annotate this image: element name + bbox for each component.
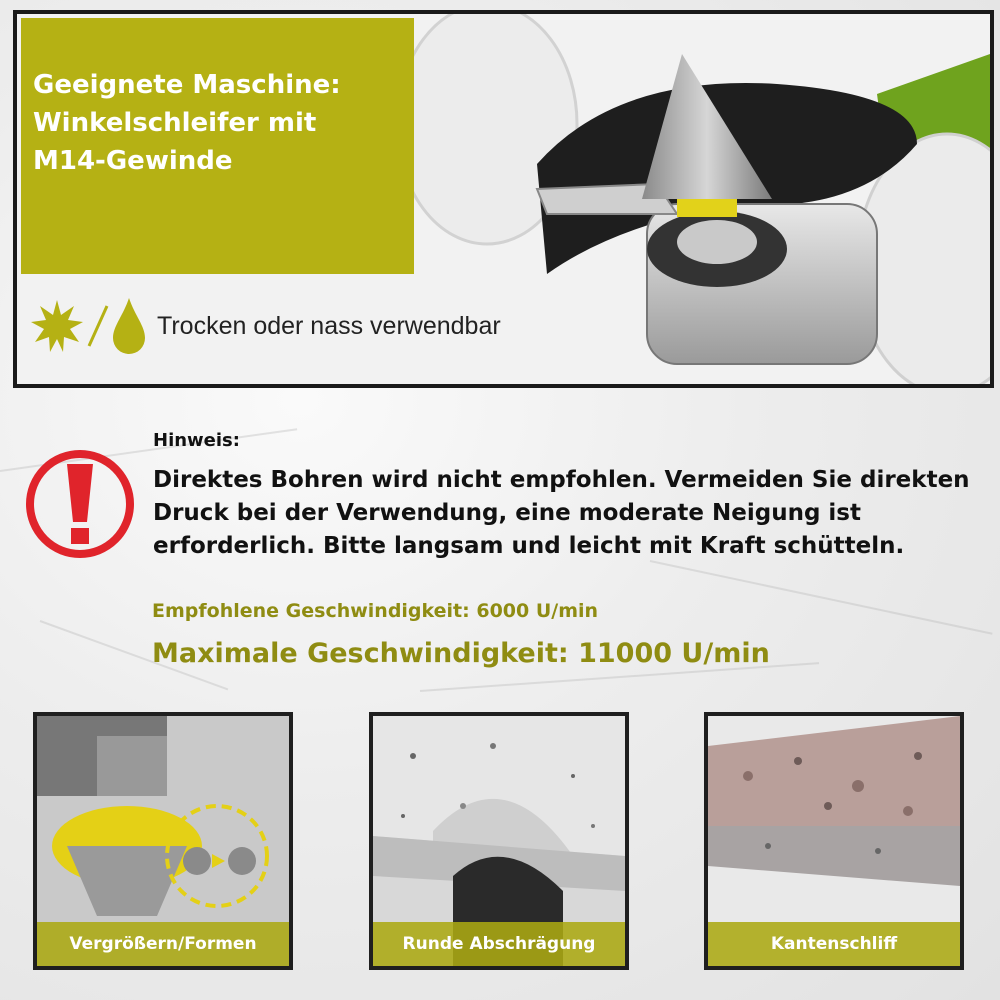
maximum-speed: Maximale Geschwindigkeit: 11000 U/min — [152, 638, 770, 669]
notice-label: Hinweis: — [153, 430, 240, 451]
card-label: Vergrößern/Formen — [37, 922, 289, 966]
hero-panel — [13, 10, 994, 388]
warning-exclamation-icon — [24, 448, 136, 560]
sun-icon — [29, 298, 85, 354]
machine-title-line-3: M14-Gewinde — [33, 146, 233, 176]
card-label: Kantenschliff — [708, 922, 960, 966]
machine-title-line-2: Winkelschleifer mit — [33, 108, 317, 138]
machine-title-line-1: Geeignete Maschine: — [33, 70, 341, 100]
recommended-speed: Empfohlene Geschwindigkeit: 6000 U/min — [152, 600, 599, 622]
card-label: Runde Abschrägung — [373, 922, 625, 966]
notice-text: Direktes Bohren wird nicht empfohlen. Vermeiden Sie direkten Druck bei der Verwendung, eine moderate Neigung ist erforderlich. Bitte langsam und leicht mit Kraft schütteln. — [153, 467, 970, 559]
wet-dry-feature — [29, 296, 501, 356]
card-edge-grinding — [704, 712, 964, 970]
water-drop-icon — [111, 296, 147, 356]
slash-icon — [85, 298, 111, 354]
wet-dry-text: Trocken oder nass verwendbar — [157, 311, 501, 340]
machine-title — [33, 66, 393, 180]
card-round-bevel — [369, 712, 629, 970]
card-enlarge-shape — [33, 712, 293, 970]
